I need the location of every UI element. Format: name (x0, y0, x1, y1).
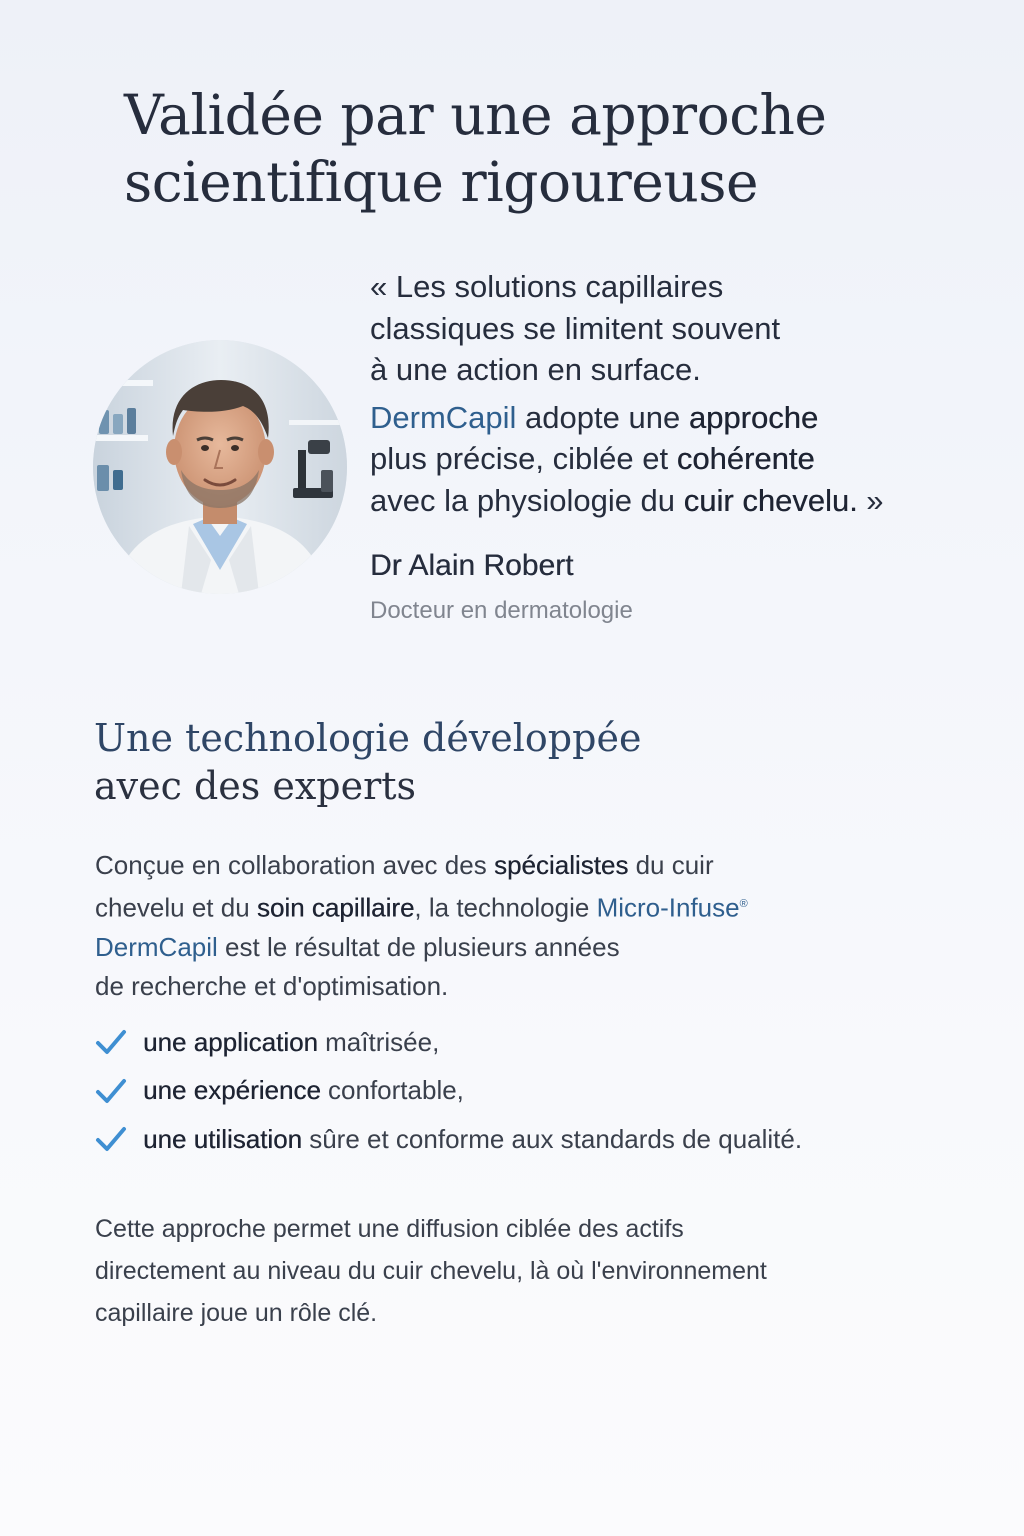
quote-emphasis: cohérente (676, 441, 815, 476)
brand-name: DermCapil (370, 399, 517, 435)
body-line (95, 928, 975, 967)
body-line (95, 846, 975, 885)
testimonial-quote (370, 266, 1010, 521)
quote-emphasis: approche (688, 399, 819, 435)
registered-mark: ® (739, 898, 748, 910)
list-item-text: sûre et conforme aux standards de qualité. (302, 1123, 803, 1154)
page-title (124, 82, 944, 216)
body-line (95, 885, 975, 928)
doctor-portrait (93, 340, 347, 594)
quote-line: à une action en surface. (370, 352, 701, 387)
title-line-1: Validée par une approche (124, 83, 827, 147)
check-icon (95, 1077, 127, 1105)
check-icon (95, 1028, 127, 1056)
author-name: Dr Alain Robert (370, 549, 574, 582)
list-item (95, 1018, 995, 1067)
check-icon (95, 1125, 127, 1153)
section-title (94, 714, 641, 810)
closing-paragraph (95, 1208, 975, 1334)
list-item (95, 1115, 995, 1164)
closing-line: directement au niveau du cuir chevelu, là où l'environnement (95, 1257, 767, 1285)
doctor-portrait-illustration (93, 340, 347, 594)
body-text: du cuir (628, 850, 714, 880)
quote-line (370, 397, 1010, 439)
quote-text: avec la physiologie du (370, 482, 684, 518)
list-item-emphasis: une utilisation (143, 1123, 302, 1154)
technology-name: Micro-Infuse (596, 892, 740, 923)
section-title-line-1: Une technologie développée (94, 716, 642, 760)
quote-line: « Les solutions capillaires (370, 269, 724, 304)
quote-line: classiques se limitent souvent (370, 310, 781, 346)
quote-line (370, 438, 1010, 480)
list-item-text: confortable, (320, 1075, 464, 1106)
list-item-text: maîtrisée, (317, 1026, 440, 1057)
body-emphasis: soin capillaire (256, 892, 415, 923)
quote-text: plus précise, ciblée et (370, 441, 677, 476)
section-title-line-2: avec des experts (94, 764, 417, 808)
closing-line: Cette approche permet une diffusion ciblée des actifs (95, 1215, 684, 1243)
list-item (95, 1067, 995, 1116)
body-emphasis: spécialistes (493, 850, 629, 880)
list-item-emphasis: une expérience (143, 1075, 321, 1106)
title-line-2: scientifique rigoureuse (124, 150, 759, 214)
author-role: Docteur en dermatologie (370, 597, 633, 624)
body-text: Conçue en collaboration avec des (95, 850, 494, 880)
quote-emphasis: cuir chevelu. (683, 482, 858, 518)
body-text: est le résultat de plusieurs années (217, 931, 620, 962)
brand-name: DermCapil (95, 931, 218, 962)
quote-line (370, 480, 1010, 522)
quote-text: adopte une (516, 399, 689, 435)
benefits-checklist (95, 1018, 995, 1164)
quote-text: » (857, 482, 884, 518)
body-text: chevelu et du (95, 892, 257, 923)
body-line: de recherche et d'optimisation. (95, 970, 449, 1001)
list-item-emphasis: une application (143, 1026, 318, 1057)
body-text: , la technologie (414, 892, 597, 923)
section-body (95, 846, 975, 1006)
closing-line: capillaire joue un rôle clé. (95, 1299, 378, 1327)
